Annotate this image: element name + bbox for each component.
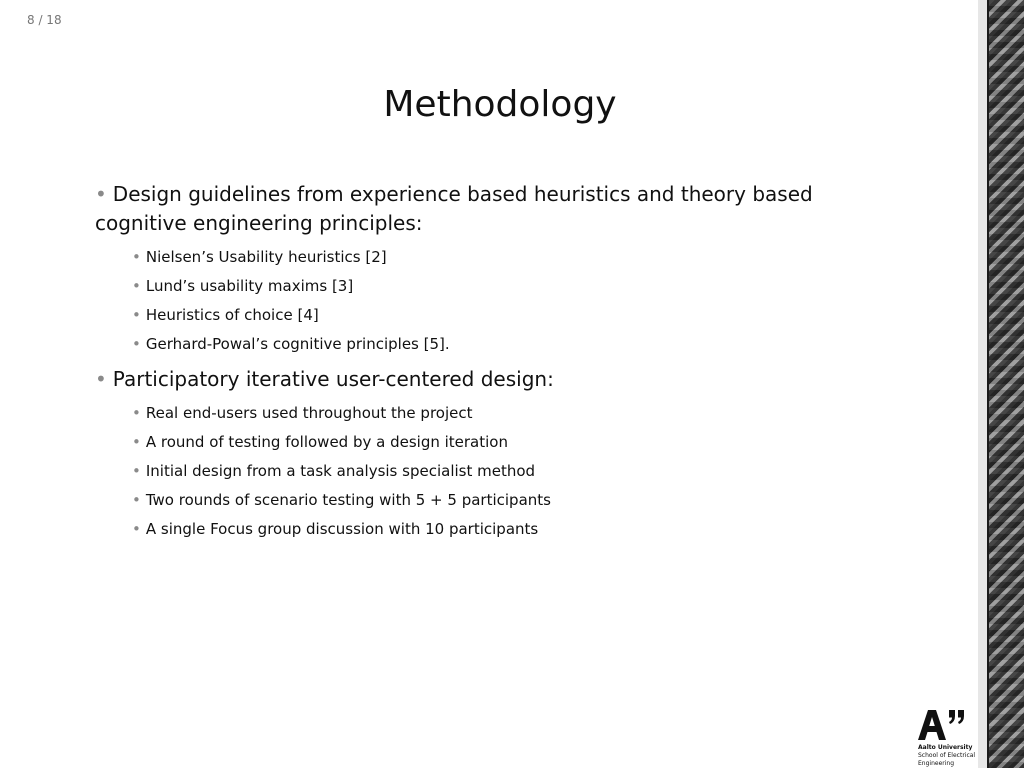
sub-bullet-item <box>132 457 855 486</box>
bullet-icon: • <box>132 306 141 324</box>
slide-title: Methodology <box>383 84 617 125</box>
sub-bullet-item <box>132 330 855 359</box>
bullet-text: Participatory iterative user-centered design: <box>112 367 554 391</box>
aalto-logo-mark-icon <box>916 708 976 742</box>
sub-bullet-item <box>132 399 855 428</box>
sub-bullet-text: Initial design from a task analysis specialist method <box>145 462 536 480</box>
sub-bullet-item <box>132 301 855 330</box>
logo-line-engineering: Engineering <box>918 760 954 767</box>
bullet-text: Design guidelines from experience based heuristics and theory based cognitive engineering principles: <box>95 182 813 235</box>
bullet-icon: • <box>132 462 141 480</box>
logo-line-school: School of Electrical <box>918 752 976 759</box>
bullet-list <box>95 180 855 550</box>
sub-bullet-text: Two rounds of scenario testing with 5 + 5 participants <box>145 491 551 509</box>
bullet-icon: • <box>132 335 141 353</box>
sub-bullet-item <box>132 486 855 515</box>
sub-bullet-text: A round of testing followed by a design iteration <box>145 433 508 451</box>
sub-bullet-item <box>132 428 855 457</box>
bullet-icon: • <box>132 248 141 266</box>
bullet-icon: • <box>95 367 107 391</box>
sub-bullet-text: Gerhard-Powal’s cognitive principles [5]. <box>145 335 450 353</box>
sub-bullet-list <box>95 243 855 359</box>
decorative-side-stripe <box>978 0 1024 768</box>
aalto-logo <box>916 708 986 767</box>
sub-bullet-list <box>95 399 855 544</box>
bullet-icon: • <box>132 520 141 538</box>
bullet-item-design-guidelines <box>95 180 855 238</box>
logo-line-university: Aalto University <box>918 744 973 751</box>
sub-bullet-item <box>132 515 855 544</box>
sub-bullet-text: Real end-users used throughout the project <box>145 404 473 422</box>
bullet-icon: • <box>132 433 141 451</box>
page-counter: 8 / 18 <box>27 13 62 27</box>
sub-bullet-text: Nielsen’s Usability heuristics [2] <box>145 248 387 266</box>
sub-bullet-text: Heuristics of choice [4] <box>145 306 319 324</box>
aalto-logo-text <box>918 744 975 768</box>
sub-bullet-text: Lund’s usability maxims [3] <box>145 277 354 295</box>
bullet-icon: • <box>132 491 141 509</box>
sub-bullet-text: A single Focus group discussion with 10 participants <box>145 520 539 538</box>
bullet-item-participatory-design <box>95 365 855 394</box>
sub-bullet-item <box>132 272 855 301</box>
bullet-icon: • <box>95 182 107 206</box>
sub-bullet-item <box>132 243 855 272</box>
bullet-icon: • <box>132 404 141 422</box>
bullet-icon: • <box>132 277 141 295</box>
